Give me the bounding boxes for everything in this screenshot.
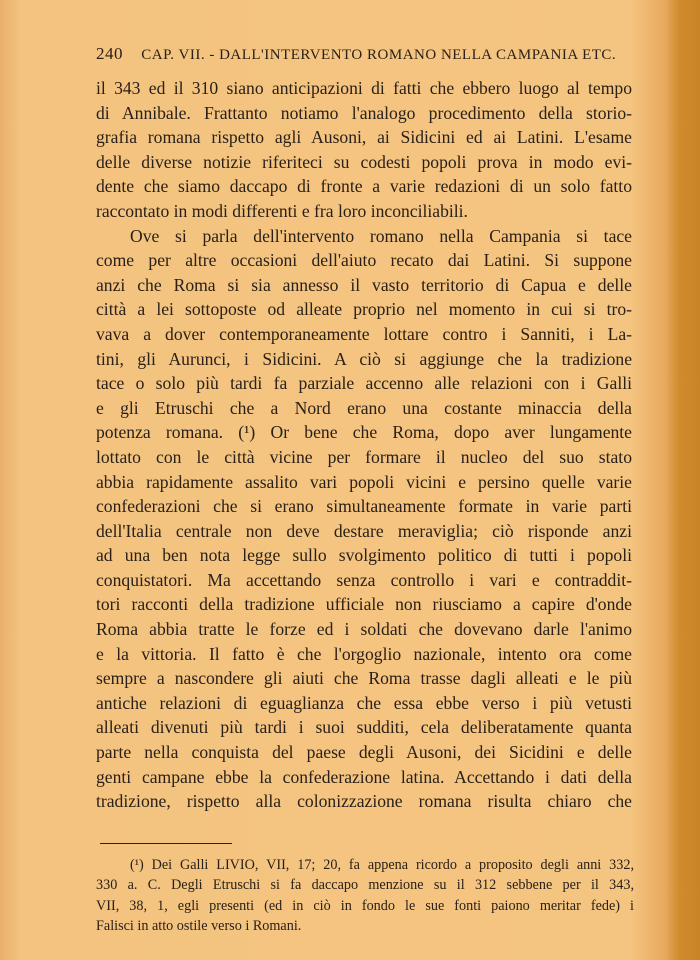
text-line: confederazioni che si erano simultaneamente formate in varie parti xyxy=(96,496,632,517)
text-line: tace o solo più tardi fa parziale accenno alle relazioni con i Galli xyxy=(96,373,632,394)
main-text xyxy=(96,76,632,814)
page-number: 240 xyxy=(96,44,123,63)
text-line: potenza romana. (¹) Or bene che Roma, dopo aver lungamente xyxy=(96,422,632,443)
footnote-line: VII, 38, 1, egli presenti (ed in ciò in fondo le sue fonti paiono meritar fede) i xyxy=(96,897,634,914)
text-line: antiche relazioni di eguaglianza che essa ebbe verso i più vetusti xyxy=(96,692,632,713)
text-line: vava a dover contemporaneamente lottare contro i Sanniti, i La- xyxy=(96,323,632,344)
footnote-line: 330 a. C. Degli Etruschi si fa daccapo menzione su il 312 sebbene per il 343, xyxy=(96,877,634,894)
running-header xyxy=(96,44,636,64)
text-line: raccontato in modi differenti e fra loro inconciliabili. xyxy=(96,200,468,221)
text-line: tini, gli Aurunci, i Sidicini. A ciò si aggiunge che la tradizione xyxy=(96,348,632,369)
text-line: città a lei sottoposte od alleate proprio nel momento in cui si tro- xyxy=(96,299,632,320)
text-line: Ove si parla dell'intervento romano nella Campania si tace xyxy=(130,225,632,246)
text-line: tori racconti della tradizione ufficiale non riusciamo a capire d'onde xyxy=(96,594,632,615)
footnote xyxy=(96,855,634,937)
text-line: sempre a nascondere gli aiuti che Roma trasse dagli alleati e le più xyxy=(96,668,632,689)
text-line: grafia romana rispetto agli Ausoni, ai Sidicini ed ai Latini. L'esame xyxy=(96,127,632,148)
text-line: Roma abbia tratte le forze ed i soldati che dovevano darle l'animo xyxy=(96,619,632,640)
text-line: come per altre occasioni dell'aiuto recato dai Latini. Si suppone xyxy=(96,250,632,271)
text-line: alleati divenuti più tardi i suoi sudditi, cela deliberatamente quanta xyxy=(96,717,632,738)
text-line: genti campane ebbe la confederazione latina. Accettando i dati della xyxy=(96,766,632,787)
text-line: tradizione, rispetto alla colonizzazione romana risulta chiaro che xyxy=(96,791,632,812)
text-line: parte nella conquista del paese degli Ausoni, dei Sicidini e delle xyxy=(96,742,632,763)
text-line: abbia rapidamente assalito vari popoli vicini e persino quelle varie xyxy=(96,471,632,492)
text-line: anzi che Roma si sia annesso il vasto territorio di Capua e delle xyxy=(96,274,632,295)
footnote-line: Falisci in atto ostile verso i Romani. xyxy=(96,918,302,935)
page-edge-shadow xyxy=(666,0,700,960)
text-line: dente che siamo daccapo di fronte a varie redazioni di un solo fatto xyxy=(96,176,632,197)
text-line: delle diverse notizie riferiteci su codesti popoli prova in modo evi- xyxy=(96,151,632,172)
text-line: dell'Italia centrale non deve destare meraviglia; ciò risponde anzi xyxy=(96,520,632,541)
text-line: ad una ben nota legge sullo svolgimento politico di tutti i popoli xyxy=(96,545,632,566)
footnote-line: (¹) Dei Galli LIVIO, VII, 17; 20, fa appena ricordo a proposito degli anni 332, xyxy=(130,857,634,873)
text-line: e la vittoria. Il fatto è che l'orgoglio nazionale, intento ora come xyxy=(96,643,632,664)
text-line: e gli Etruschi che a Nord erano una costante minaccia della xyxy=(96,397,632,418)
text-line: conquistatori. Ma accettando senza controllo i vari e contraddit- xyxy=(96,569,632,590)
text-line: lottato con le città vicine per formare il nucleo del suo stato xyxy=(96,446,632,467)
running-title: CAP. VII. - DALL'INTERVENTO ROMANO NELLA CAMPANIA ETC. xyxy=(141,47,617,63)
text-line: il 343 ed il 310 siano anticipazioni di fatti che ebbero luogo al tempo xyxy=(96,78,632,98)
footnote-separator xyxy=(100,843,232,844)
text-line: di Annibale. Frattanto notiamo l'analogo procedimento della storio- xyxy=(96,102,632,123)
